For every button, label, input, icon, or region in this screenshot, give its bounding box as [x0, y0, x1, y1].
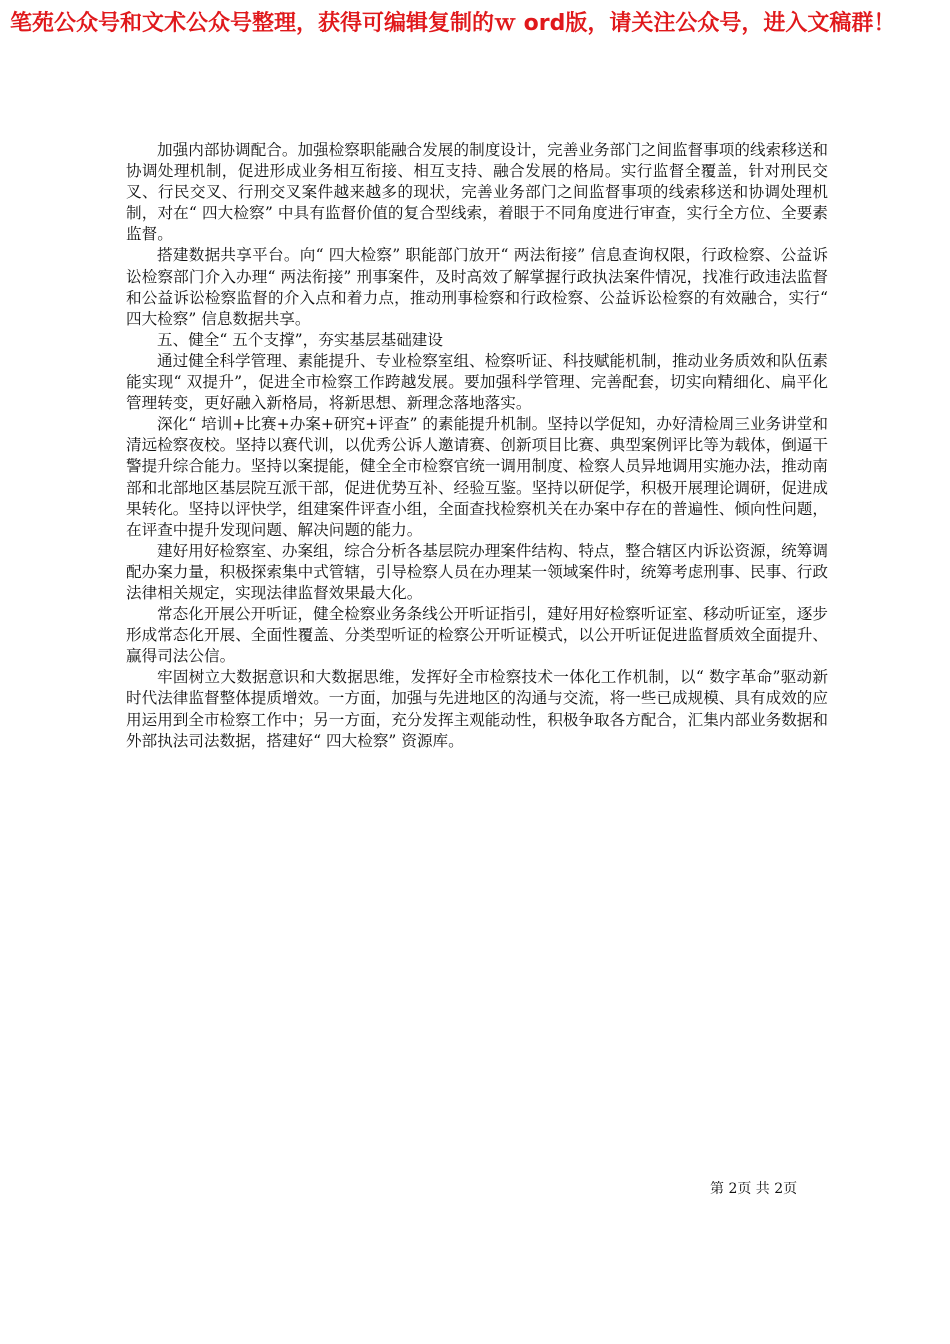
section-heading-five: 五、健全“ 五个支撑”，夯实基层基础建设 — [157, 330, 443, 349]
paragraph-training: 深化“ 培训+比赛+办案+研究+评查” 的素能提升机制。坚持以学促知，办好清检周三业务讲堂和清远检察夜校。坚持以赛代训，以优秀公诉人邀请赛、创新项目比赛、典型案例评比等为载体，倒逼干警提升综合能力。坚持以案提能，健全全市检察官统一调用制度、检察人员异地调用实施办法，推动南部和北部地区基层院互派干部，促进优势互补、经验互鉴。坚持以研促学，积极开展理论调研，促进成果转化。坚持以评快学，组建案件评查小组，全面查找检察机关在办案中存在的普遍性、倾向性问题，在评查中提升发现问题、解决问题的能力。 — [126, 415, 828, 539]
paragraph-big-data: 牢固树立大数据意识和大数据思维，发挥好全市检察技术一体化工作机制，以“ 数字革命”驱动新时代法律监督整体提质增效。一方面，加强与先进地区的沟通与交流，将一些已成规模、具有成效的应用运用到全市检察工作中；另一方面，充分发挥主观能动性，积极争取各方配合，汇集内部业务数据和外部执法司法数据，搭建好“ 四大检察” 资源库。 — [126, 668, 828, 750]
page-number: 第 2页 共 2页 — [710, 1181, 798, 1197]
paragraph-offices: 建好用好检察室、办案组，综合分析各基层院办理案件结构、特点，整合辖区内诉讼资源，统筹调配办案力量，积极探索集中式管辖，引导检察人员在办理某一领域案件时，统筹考虑刑事、民事、行政法律相关规定，实现法律监督效果最大化。 — [126, 541, 828, 602]
document-body — [126, 140, 828, 752]
promo-banner: 笔苑公众号和文术公众号整理，获得可编辑复制的ｗ ord版，请关注公众号，进入文稿群！ — [10, 11, 896, 36]
paragraph-coordination: 加强内部协调配合。加强检察职能融合发展的制度设计，完善业务部门之间监督事项的线索移送和协调处理机制，促进形成业务相互衔接、相互支持、融合发展的格局。实行监督全覆盖，针对刑民交叉、行民交叉、行刑交叉案件越来越多的现状，完善业务部门之间监督事项的线索移送和协调处理机制，对在“ 四大检察” 中具有监督价值的复合型线索，着眼于不同角度进行审查，实行全方位、全要素监督。 — [126, 141, 828, 244]
paragraph-data-platform: 搭建数据共享平台。向“ 四大检察” 职能部门放开“ 两法衔接” 信息查询权限，行政检察、公益诉讼检察部门介入办理“ 两法衔接” 刑事案件，及时高效了解掌握行政执法案件情况，找准行政违法监督和公益诉讼检察监督的介入点和着力点，推动刑事检察和行政检察、公益诉讼检察的有效融合，实行“ 四大检察” 信息数据共享。 — [126, 246, 828, 328]
paragraph-hearings: 常态化开展公开听证，健全检察业务条线公开听证指引，建好用好检察听证室、移动听证室，逐步形成常态化开展、全面性覆盖、分类型听证的检察公开听证模式，以公开听证促进监督质效全面提升、赢得司法公信。 — [126, 605, 828, 666]
paragraph-management: 通过健全科学管理、素能提升、专业检察室组、检察听证、科技赋能机制，推动业务质效和队伍素能实现“ 双提升”，促进全市检察工作跨越发展。要加强科学管理、完善配套，切实向精细化、扁平化管理转变，更好融入新格局，将新思想、新理念落地落实。 — [126, 351, 828, 413]
